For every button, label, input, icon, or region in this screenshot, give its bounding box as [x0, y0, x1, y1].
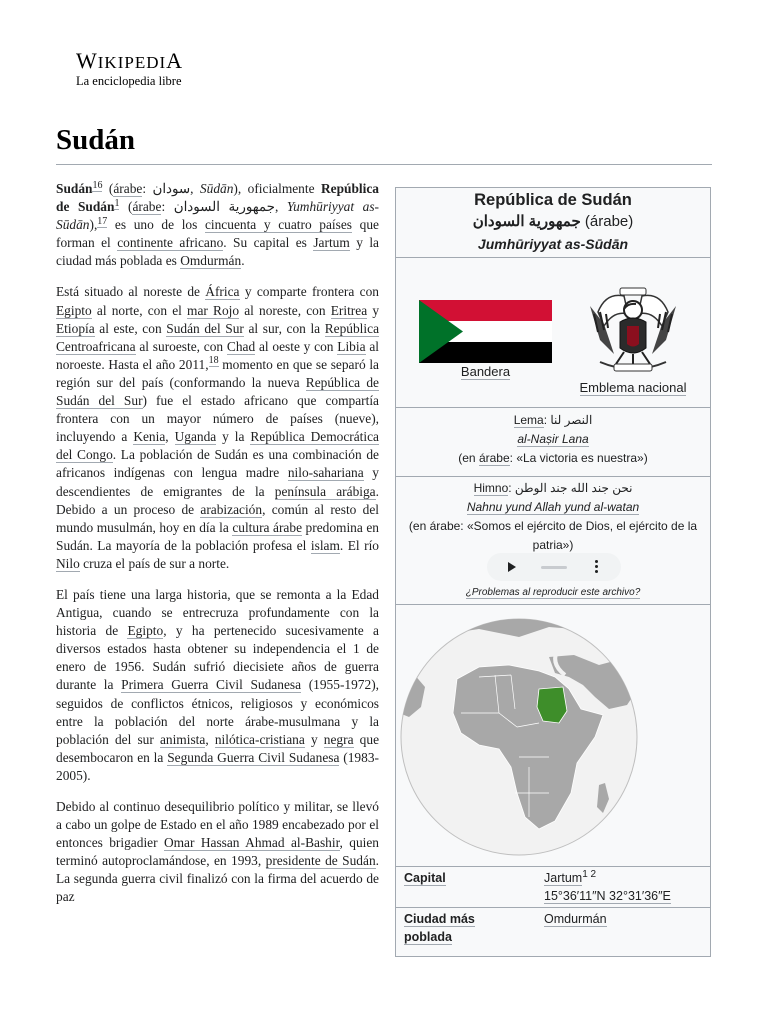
- more-options-icon[interactable]: [595, 560, 599, 574]
- motto-translation: (en árabe: «La victoria es nuestra»): [458, 451, 648, 465]
- sudan-flag-image[interactable]: [419, 300, 552, 363]
- link[interactable]: animista: [159, 731, 206, 747]
- link[interactable]: península arábiga: [274, 483, 376, 499]
- motto-arabic: النصر لنا: [550, 413, 593, 427]
- audio-player[interactable]: [487, 553, 621, 581]
- reference-link[interactable]: 17: [97, 215, 108, 227]
- link[interactable]: islam: [310, 537, 340, 553]
- emblem-caption[interactable]: Emblema nacional: [579, 380, 687, 395]
- link[interactable]: Primera Guerra Civil Sudanesa: [121, 677, 302, 693]
- link[interactable]: nilo-sahariana: [287, 465, 364, 481]
- infobox-symbols: [396, 257, 710, 407]
- play-icon[interactable]: [508, 562, 516, 572]
- link[interactable]: Omar Hassan Ahmad al-Bashir: [163, 835, 340, 851]
- motto-label-link[interactable]: Lema: [513, 413, 544, 427]
- link[interactable]: nilótica-cristiana: [214, 731, 305, 747]
- coordinates-link[interactable]: 15°36′11″N 32°31′36″E: [544, 889, 671, 903]
- link[interactable]: cincuenta y cuatro países: [204, 217, 353, 233]
- infobox-arabic-name: جمهورية السودان (árabe): [472, 213, 634, 230]
- link[interactable]: Nilo: [56, 555, 80, 571]
- paragraph: Sudán$^{16}$ (árabe: سودان, Sūdān), oficialmente República de Sudán$^1$ (árabe: جمهورية السودان, Yumhūriyyat as-Sūdān),$^{17}$ es uno de los cincuenta y cuatro países que forman el continente africano. Su capital es Jartum y la ciudad más poblada es Omdurmán.: [56, 180, 379, 269]
- motto-transliteration: al-Naṣir Lana: [517, 432, 589, 446]
- infobox-row-capital: [396, 866, 710, 907]
- link[interactable]: Egipto: [127, 623, 164, 639]
- sudan-emblem-image[interactable]: [584, 284, 682, 376]
- anthem-arabic: نحن جند الله جند الوطن: [514, 481, 633, 495]
- article-body: [56, 180, 379, 1024]
- infobox: [395, 187, 711, 957]
- anthem-transliteration: Nahnu yund Allah yund al-watan: [466, 500, 640, 514]
- wikipedia-wordmark: WIKIPEDIA: [76, 48, 184, 73]
- infobox-title: República de Sudán: [474, 191, 632, 209]
- page-title: Sudán: [56, 124, 136, 156]
- paragraph: Está situado al noreste de África y comparte frontera con Egipto al norte, con el mar Rojo al noreste, con Eritrea y Etiopía al este, con Sudán del Sur al sur, con la República Centroafricana al suroeste, con Chad al oeste y con Libia al noroeste. Hasta el año 2011,18 momento en que se separó la región sur del país (conformando la nueva República de Sudán del Sur) fue el estado africano que compartía frontera con un mayor número de países (nueve), incluyendo a Kenia, Uganda y la República Democrática del Congo. La población de Sudán es una combinación de africanos indígenas con lengua madre nilo-sahariana y descendientes de emigrantes de la península arábiga. Debido a un proceso de arabización, común al resto del mundo musulmán, hoy en día la cultura árabe predomina en Sudán. La mayoría de la población profesa el islam. El río Nilo cruza el país de sur a norte.: [56, 284, 379, 571]
- anthem-line: Himno: نحن جند الله جند الوطن: [473, 481, 633, 495]
- paragraph: El país tiene una larga historia, que se remonta a la Edad Antigua, cuando se entrecruza profundamente con la historia de Egipto, y ha pertenecido sucesivamente a diversos estados hasta obtener su independencia el 1 de enero de 1956. Sudán sufrió diecisiete años de guerra durante la Primera Guerra Civil Sudanesa (1955-1972), seguidos de conflictos étnicos, religiosos y económicos entre la población del norte árabe-musulmana y la población del sur animista, nilótica-cristiana y negra que desembocaron en la Segunda Guerra Civil Sudanesa (1983-2005).: [56, 586, 379, 783]
- anthem-label-link[interactable]: Himno: [473, 481, 509, 495]
- link[interactable]: Egipto: [56, 302, 92, 318]
- anthem-translation: (en árabe: «Somos el ejército de Dios, el ejército de la patria»): [408, 519, 698, 552]
- motto-line: Lema: النصر لنا: [513, 413, 593, 427]
- link[interactable]: República de Sudán del Sur: [56, 374, 379, 409]
- infobox-anthem: [396, 476, 710, 604]
- link[interactable]: mar Rojo: [187, 302, 240, 318]
- link[interactable]: África: [205, 284, 240, 300]
- link[interactable]: Sudán del Sur: [166, 320, 244, 336]
- link[interactable]: Omdurmán: [180, 253, 242, 269]
- link[interactable]: Segunda Guerra Civil Sudanesa: [167, 749, 340, 765]
- row-label: Ciudad más poblada: [404, 912, 475, 944]
- reference-link[interactable]: 1: [114, 197, 120, 209]
- link[interactable]: presidente de Sudán: [265, 853, 376, 869]
- row-value: Jartum$^{1 2}$ 15°36′11″N 32°31′36″E: [544, 868, 671, 903]
- paragraph: Debido al continuo desequilibrio político y militar, se llevó a cabo un golpe de Estado en el año 1989 encabezado por el entonces brigadier Omar Hassan Ahmad al-Bashir, quien terminó autoproclamándose, en 1993, presidente de Sudán. La segunda guerra civil finalizó con la firma del acuerdo de paz: [56, 799, 379, 905]
- infobox-location-map: [396, 604, 710, 866]
- title-divider: [56, 164, 712, 165]
- bold-term: Sudán: [56, 181, 93, 196]
- link[interactable]: República Centroafricana: [56, 320, 379, 354]
- link[interactable]: Uganda: [174, 429, 217, 445]
- infobox-header: [396, 188, 710, 258]
- reference-link[interactable]: 16: [92, 180, 103, 191]
- wikipedia-logo[interactable]: [76, 50, 183, 89]
- link[interactable]: cultura árabe: [232, 519, 303, 535]
- link[interactable]: continente africano: [117, 235, 224, 251]
- link[interactable]: negra: [323, 731, 354, 747]
- link[interactable]: árabe: [132, 199, 162, 215]
- infobox-transliteration: Jumhūriyyat as-Sūdān: [477, 236, 629, 252]
- link[interactable]: Chad: [226, 338, 256, 354]
- row-value: Omdurmán: [544, 912, 607, 926]
- infobox-row-largest-city: [396, 907, 710, 957]
- link[interactable]: Etiopía: [56, 320, 95, 336]
- orthographic-location-map[interactable]: [399, 617, 639, 857]
- link[interactable]: Eritrea: [330, 302, 368, 318]
- link[interactable]: Jartum: [313, 235, 350, 251]
- reference-link[interactable]: 18: [208, 355, 219, 367]
- link[interactable]: arabización: [200, 501, 263, 517]
- link[interactable]: árabe: [113, 181, 143, 196]
- audio-problems-link[interactable]: ¿Problemas al reproducir este archivo?: [465, 587, 641, 598]
- infobox-motto: [396, 407, 710, 476]
- link[interactable]: Kenia: [133, 429, 166, 445]
- flag-caption[interactable]: Bandera: [460, 364, 511, 379]
- link[interactable]: Libia: [337, 338, 366, 354]
- row-label: Capital: [404, 871, 446, 885]
- link[interactable]: República Democrática del Congo: [56, 429, 379, 463]
- wikipedia-tagline: La enciclopedia libre: [76, 74, 182, 88]
- audio-progress-bar[interactable]: [541, 566, 567, 569]
